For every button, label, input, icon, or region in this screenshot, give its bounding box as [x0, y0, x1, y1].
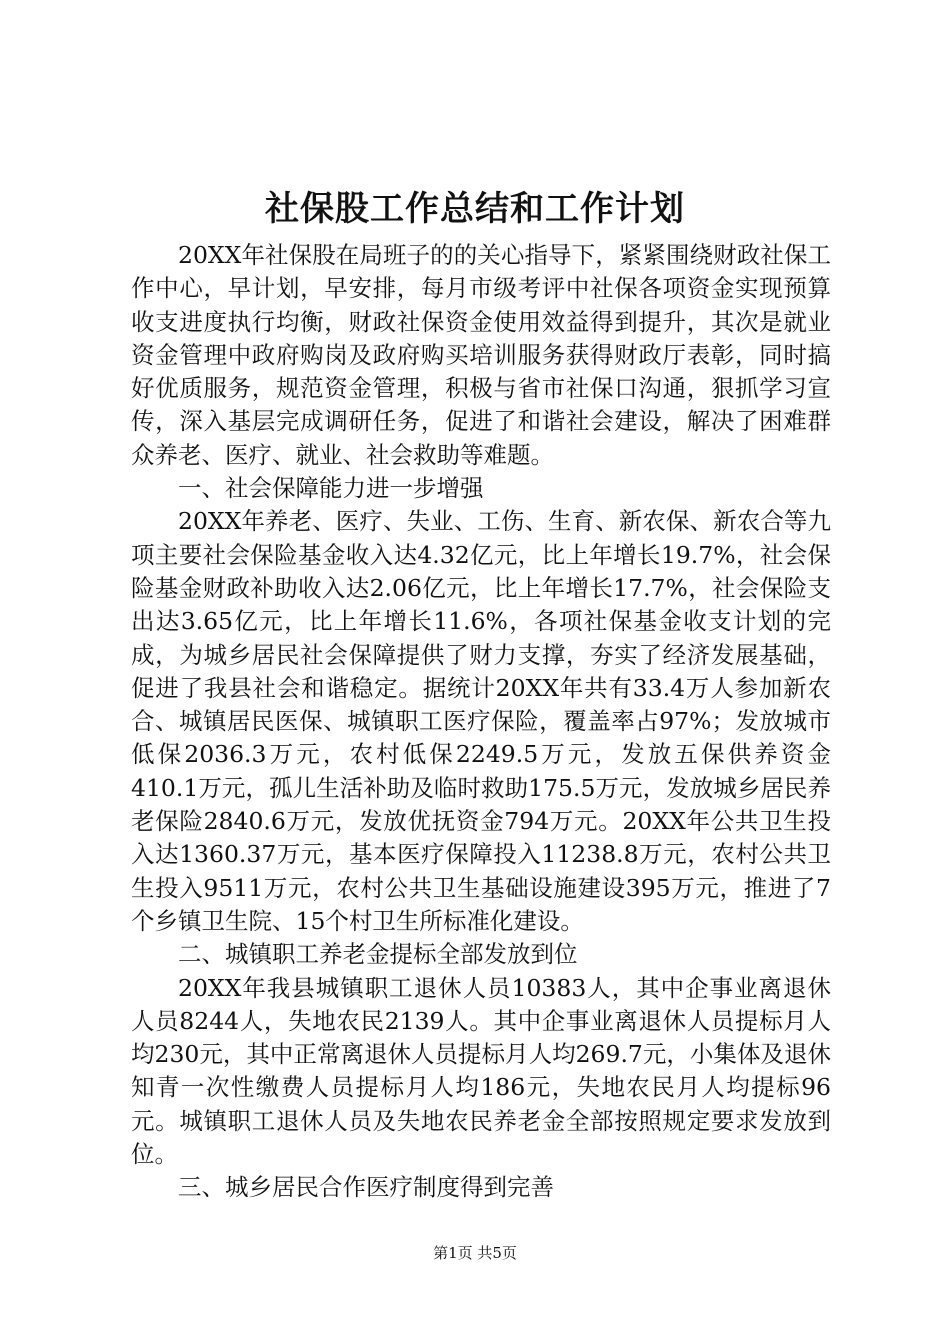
- paragraph-section-2: 20XX年我县城镇职工退休人员10383人，其中企事业离退休人员8244人，失地农民2139人。其中企事业离退休人员提标月人均230元，其中正常离退休人员提标月人均269.7元，小集体及退休知青一次性缴费人员提标月人均186元，失地农民月人均提标96元。城镇职工退休人员及失地农民养老金全部按照规定要求发放到位。: [131, 973, 831, 1169]
- page-number-footer: 第1页 共5页: [433, 1244, 517, 1262]
- document-title: 社保股工作总结和工作计划: [265, 189, 685, 229]
- section-heading-1: 一、社会保障能力进一步增强: [178, 474, 484, 503]
- paragraph-intro: 20XX年社保股在局班子的的关心指导下，紧紧围绕财政社保工作中心，早计划，早安排，每月市级考评中社保各项资金实现预算收支进度执行均衡，财政社保资金使用效益得到提升，其次是就业资金管理中政府购岗及政府购买培训服务获得财政厅表彰，同时搞好优质服务，规范资金管理，积极与省市社保口沟通，狠抓学习宣传，深入基层完成调研任务，促进了和谐社会建设，解决了困难群众养老、医疗、就业、社会救助等难题。: [131, 241, 831, 469]
- paragraph-section-1: 20XX年养老、医疗、失业、工伤、生育、新农保、新农合等九项主要社会保险基金收入达4.32亿元，比上年增长19.7%，社会保险基金财政补助收入达2.06亿元，比上年增长17.7%，社会保险支出达3.65亿元，比上年增长11.6%，各项社保基金收支计划的完成，为城乡居民社会保障提供了财力支撑，夯实了经济发展基础，促进了我县社会和谐稳定。据统计20XX年共有33.4万人参加新农合、城镇居民医保、城镇职工医疗保险，覆盖率占97%；发放城市低保2036.3万元，农村低保2249.5万元，发放五保供养资金410.1万元，孤儿生活补助及临时救助175.5万元，发放城乡居民养老保险2840.6万元，发放优抚资金794万元。20XX年公共卫生投入达1360.37万元，基本医疗保障投入11238.8万元，农村公共卫生投入9511万元，农村公共卫生基础设施建设395万元，推进了7个乡镇卫生院、15个村卫生所标准化建设。: [131, 507, 831, 935]
- document-body: [131, 239, 831, 1205]
- section-heading-3: 三、城乡居民合作医疗制度得到完善: [178, 1173, 554, 1202]
- section-heading-2: 二、城镇职工养老金提标全部发放到位: [178, 940, 578, 969]
